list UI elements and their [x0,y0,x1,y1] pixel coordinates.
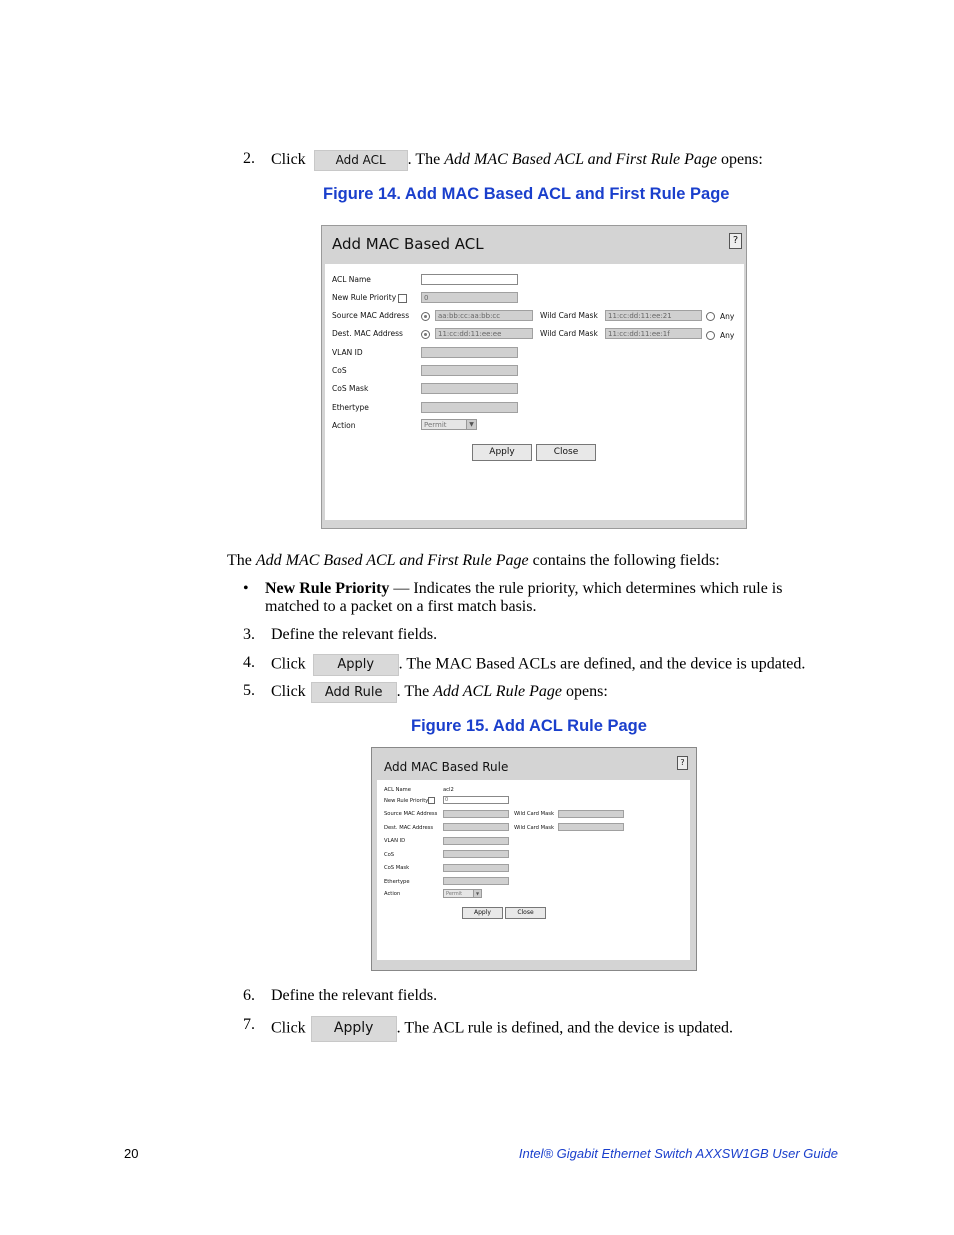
intro-paragraph [227,552,720,570]
step-number: 3. [243,626,255,643]
apply-button[interactable]: Apply [472,444,532,461]
cos-label: CoS [332,366,347,375]
step-text: . The ACL rule is defined, and the device is updated. [396,1019,734,1037]
cos-input[interactable] [421,365,518,376]
chevron-down-icon: ▼ [473,890,481,897]
dest-mac-radio[interactable] [421,330,430,339]
apply-button[interactable]: Apply [313,654,399,676]
cos-mask-label: CoS Mask [384,865,410,871]
source-wild-card-input[interactable]: 11:cc:dd:11:ee:21 [605,310,702,321]
figure-15-caption: Figure 15. Add ACL Rule Page [411,717,647,735]
panel-title: Add MAC Based Rule [384,760,509,774]
wild-card-mask-label: Wild Card Mask [514,825,554,831]
step-5-text [271,682,608,703]
step-number: 2. [243,150,255,167]
source-wild-card-input[interactable] [558,810,624,818]
action-label: Action [384,891,401,897]
step-text: . The [396,683,434,701]
figure-15-screenshot [371,747,697,971]
wild-card-mask-label: Wild Card Mask [540,311,598,320]
source-mac-input[interactable]: aa:bb:cc:aa:bb:cc [435,310,533,321]
step-number: 5. [243,682,255,699]
action-value: Permit [446,891,463,897]
step-2-text [271,150,763,171]
ethertype-label: Ethertype [332,403,369,412]
priority-input[interactable]: 0 [443,796,509,804]
acl-name-label: ACL Name [332,275,371,284]
vlan-id-input[interactable] [443,837,509,845]
cos-mask-input[interactable] [421,383,518,394]
ethertype-input[interactable] [421,402,518,413]
bullet-line-2: matched to a packet on a first match basis. [265,598,537,615]
priority-checkbox[interactable] [428,797,435,804]
click-word: Click [271,151,306,169]
cos-label: CoS [384,852,395,858]
source-mac-label: Source MAC Address [384,811,438,817]
acl-name-value: acl2 [443,787,454,793]
action-label: Action [332,421,356,430]
dest-any-radio[interactable] [706,331,715,340]
panel-header [322,226,746,263]
source-any-radio[interactable] [706,312,715,321]
step-4-text [271,654,805,676]
apply-button[interactable]: Apply [311,1016,397,1042]
source-mac-radio[interactable] [421,312,430,321]
figure-14-screenshot [321,225,747,529]
dest-mac-label: Dest. MAC Address [384,825,434,831]
page-name: Add MAC Based ACL and First Rule Page [255,552,529,569]
cos-mask-label: CoS Mask [332,384,369,393]
step-3-text: Define the relevant fields. [271,626,438,643]
dest-wild-card-input[interactable]: 11:cc:dd:11:ee:1f [605,328,702,339]
ethertype-label: Ethertype [384,879,410,885]
apply-button[interactable]: Apply [462,907,503,919]
step-6-text: Define the relevant fields. [271,987,438,1004]
panel-body [325,264,744,520]
action-value: Permit [424,421,447,429]
vlan-id-label: VLAN ID [384,838,406,844]
help-icon[interactable]: ? [729,233,742,249]
any-label: Any [720,312,735,321]
intro-text: contains the following fields: [528,552,720,569]
bullet-line-1 [265,580,782,598]
click-word: Click [271,1019,306,1037]
close-button[interactable]: Close [505,907,546,919]
footer-title: Intel® Gigabit Ethernet Switch AXXSW1GB User Guide [518,1146,838,1161]
click-word: Click [271,683,306,701]
close-button[interactable]: Close [536,444,596,461]
any-label: Any [720,331,735,340]
vlan-id-input[interactable] [421,347,518,358]
ethertype-input[interactable] [443,877,509,885]
step-number: 4. [243,654,255,671]
bullet-mark: • [243,580,249,597]
step-number: 6. [243,987,255,1004]
step-text: . The [407,151,445,169]
page-name: Add MAC Based ACL and First Rule Page [444,151,717,169]
intro-text: The [227,552,256,569]
dest-mac-label: Dest. MAC Address [332,329,403,338]
cos-mask-input[interactable] [443,864,509,872]
wild-card-mask-label: Wild Card Mask [540,329,598,338]
page-name: Add ACL Rule Page [433,683,562,701]
priority-label: New Rule Priority [384,798,429,804]
priority-checkbox[interactable] [398,294,407,303]
help-icon[interactable]: ? [677,756,688,770]
panel-body [377,780,690,960]
step-text: opens: [717,151,763,169]
click-word: Click [271,655,306,673]
priority-label: New Rule Priority [332,293,397,302]
step-text: . The MAC Based ACLs are defined, and the device is updated. [398,655,806,673]
acl-name-input[interactable] [421,274,518,285]
figure-14-caption: Figure 14. Add MAC Based ACL and First Rule Page [323,185,730,203]
bullet-text: — Indicates the rule priority, which determines which rule is [389,580,783,597]
step-text: opens: [562,683,608,701]
add-rule-button[interactable]: Add Rule [311,682,397,703]
vlan-id-label: VLAN ID [332,348,363,357]
dest-mac-input[interactable] [443,823,509,831]
acl-name-label: ACL Name [384,787,411,793]
action-select[interactable] [421,419,477,430]
page-number: 20 [124,1146,139,1161]
action-select[interactable] [443,889,482,898]
chevron-down-icon: ▼ [466,420,476,429]
dest-mac-input[interactable]: 11:cc:dd:11:ee:ee [435,328,533,339]
bullet-term: New Rule Priority [265,580,390,597]
cos-input[interactable] [443,850,509,858]
step-number: 7. [243,1016,255,1033]
dest-wild-card-input[interactable] [558,823,624,831]
panel-title: Add MAC Based ACL [332,235,484,253]
priority-input[interactable]: 0 [421,292,518,303]
step-7-text [271,1016,733,1042]
wild-card-mask-label: Wild Card Mask [514,811,554,817]
source-mac-label: Source MAC Address [332,311,410,320]
add-acl-button[interactable]: Add ACL [314,150,408,171]
source-mac-input[interactable] [443,810,509,818]
